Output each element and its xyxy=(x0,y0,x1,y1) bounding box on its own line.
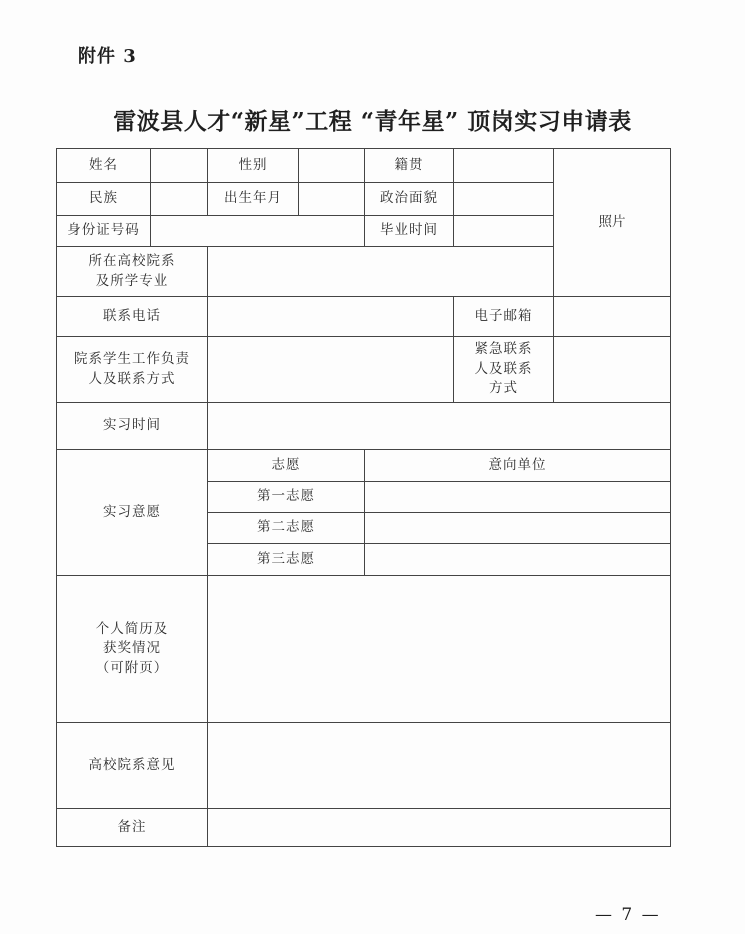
field-phone[interactable] xyxy=(208,297,454,337)
label-graduation-time: 毕业时间 xyxy=(365,216,454,247)
preference-1-unit-field[interactable] xyxy=(365,482,671,513)
field-gender[interactable] xyxy=(299,149,365,183)
label-school-department-line1: 所在高校院系 xyxy=(88,252,176,269)
label-emergency-contact-line3: 方式 xyxy=(489,380,518,397)
label-phone: 联系电话 xyxy=(57,297,208,337)
field-school-department[interactable] xyxy=(208,247,554,297)
field-email[interactable] xyxy=(554,297,671,337)
preference-3-label: 第三志愿 xyxy=(208,544,365,576)
label-emergency-contact xyxy=(454,337,554,403)
field-birth-date[interactable] xyxy=(299,183,365,216)
field-native-place[interactable] xyxy=(454,149,554,183)
label-school-department-line2: 及所学专业 xyxy=(95,272,169,289)
label-birth-date: 出生年月 xyxy=(208,183,299,216)
label-resume-awards xyxy=(57,576,208,723)
label-ethnicity: 民族 xyxy=(57,183,151,216)
label-name: 姓名 xyxy=(57,149,151,183)
application-form-table xyxy=(56,148,671,847)
label-emergency-contact-line2: 人及联系 xyxy=(474,360,533,377)
field-remarks[interactable] xyxy=(208,809,671,847)
label-department-contact xyxy=(57,337,208,403)
field-graduation-time[interactable] xyxy=(454,216,554,247)
photo-box[interactable]: 照片 xyxy=(554,149,671,297)
field-department-contact[interactable] xyxy=(208,337,454,403)
label-email: 电子邮箱 xyxy=(454,297,554,337)
label-department-contact-line1: 院系学生工作负责 xyxy=(74,350,190,367)
page-number: — 7 — xyxy=(595,905,661,925)
label-school-department xyxy=(57,247,208,297)
field-political-status[interactable] xyxy=(454,183,554,216)
label-resume-line1: 个人简历及 xyxy=(95,620,169,637)
preference-3-unit-field[interactable] xyxy=(365,544,671,576)
label-native-place: 籍贯 xyxy=(365,149,454,183)
field-id-number[interactable] xyxy=(151,216,365,247)
label-internship-time: 实习时间 xyxy=(57,403,208,450)
label-emergency-contact-line1: 紧急联系 xyxy=(474,341,533,358)
intended-unit-header: 意向单位 xyxy=(365,450,671,482)
preference-header: 志愿 xyxy=(208,450,365,482)
field-school-opinion[interactable] xyxy=(208,723,671,809)
label-id-number: 身份证号码 xyxy=(57,216,151,247)
field-resume-awards[interactable] xyxy=(208,576,671,723)
preference-2-label: 第二志愿 xyxy=(208,513,365,544)
label-resume-line3: （可附页） xyxy=(95,659,169,676)
label-resume-line2: 获奖情况 xyxy=(103,640,161,657)
preference-1-label: 第一志愿 xyxy=(208,482,365,513)
label-school-opinion: 高校院系意见 xyxy=(57,723,208,809)
preference-2-unit-field[interactable] xyxy=(365,513,671,544)
label-department-contact-line2: 人及联系方式 xyxy=(88,370,176,387)
field-ethnicity[interactable] xyxy=(151,183,208,216)
field-emergency-contact[interactable] xyxy=(554,337,671,403)
attachment-label: 附件 3 xyxy=(78,46,137,67)
label-internship-intention: 实习意愿 xyxy=(57,450,208,576)
field-name[interactable] xyxy=(151,149,208,183)
label-gender: 性别 xyxy=(208,149,299,183)
label-remarks: 备注 xyxy=(57,809,208,847)
page-title: 雷波县人才“新星”工程 “青年星” 顶岗实习申请表 xyxy=(113,108,632,135)
field-internship-time[interactable] xyxy=(208,403,671,450)
label-political-status: 政治面貌 xyxy=(365,183,454,216)
